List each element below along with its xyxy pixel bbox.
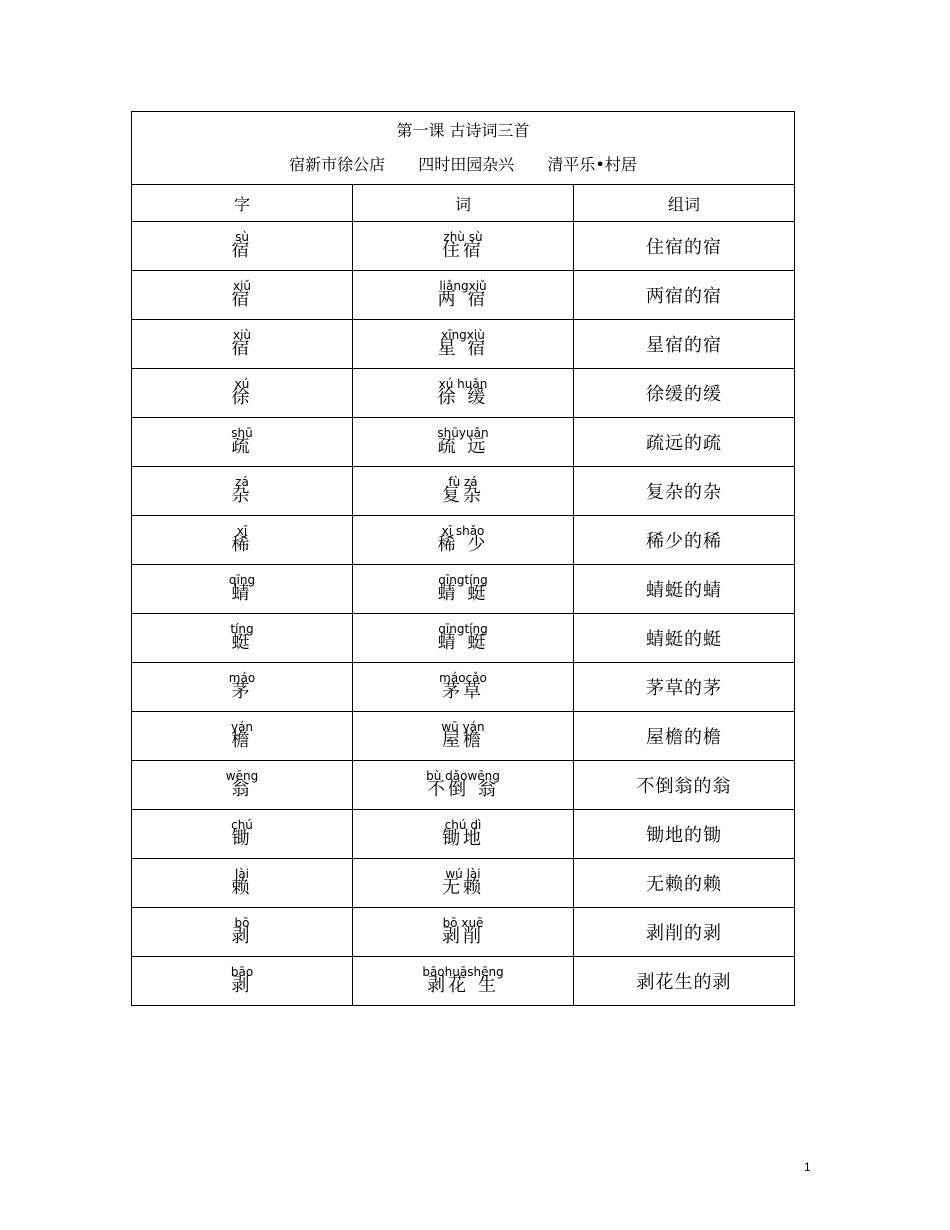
table-row bbox=[132, 908, 795, 957]
char-cell bbox=[132, 418, 353, 467]
vocab-table-body bbox=[132, 112, 795, 1006]
char-pinyin: xiù bbox=[232, 328, 252, 342]
word-pinyin: xú huǎn bbox=[438, 377, 488, 391]
header-zuci: 组词 bbox=[574, 185, 795, 222]
word-cell bbox=[353, 859, 574, 908]
char: 杂 bbox=[231, 485, 253, 506]
char-cell bbox=[132, 271, 353, 320]
char-pinyin: chú bbox=[231, 818, 253, 832]
char: 翁 bbox=[231, 779, 253, 800]
char-pinyin: tíng bbox=[230, 622, 254, 636]
char-pinyin: xú bbox=[234, 377, 250, 391]
word-pinyin: wū yán bbox=[441, 720, 485, 734]
table-row bbox=[132, 467, 795, 516]
compound-cell: 疏远的疏 bbox=[574, 418, 795, 467]
table-row bbox=[132, 712, 795, 761]
char: 赖 bbox=[231, 877, 253, 898]
char-pinyin: lài bbox=[234, 867, 250, 881]
table-row bbox=[132, 761, 795, 810]
word-pinyin: máocǎo bbox=[439, 671, 487, 685]
compound-cell: 茅草的茅 bbox=[574, 663, 795, 712]
char: 蜓 bbox=[231, 632, 253, 653]
char: 宿 bbox=[231, 289, 253, 310]
char: 茅 bbox=[231, 681, 253, 702]
char-pinyin: máo bbox=[228, 671, 256, 685]
page-number: 1 bbox=[804, 1160, 811, 1174]
word-pinyin: liǎngxiǔ bbox=[439, 279, 487, 293]
compound-cell: 复杂的杂 bbox=[574, 467, 795, 516]
word-cell bbox=[353, 320, 574, 369]
char-pinyin: yán bbox=[230, 720, 254, 734]
char: 疏 bbox=[231, 436, 253, 457]
char-cell bbox=[132, 467, 353, 516]
char-pinyin: bāo bbox=[230, 965, 254, 979]
word-pinyin: wú lài bbox=[445, 867, 481, 881]
word-cell bbox=[353, 712, 574, 761]
word-cell bbox=[353, 271, 574, 320]
word-cell bbox=[353, 614, 574, 663]
word: 蜻 蜓 bbox=[437, 632, 489, 653]
char-cell bbox=[132, 810, 353, 859]
char-pinyin: wēng bbox=[225, 769, 259, 783]
word-cell bbox=[353, 810, 574, 859]
word-cell bbox=[353, 516, 574, 565]
word-cell bbox=[353, 908, 574, 957]
compound-cell: 无赖的赖 bbox=[574, 859, 795, 908]
char-cell bbox=[132, 369, 353, 418]
compound-cell: 剥削的剥 bbox=[574, 908, 795, 957]
word-pinyin: bāohuāshēng bbox=[422, 965, 504, 979]
char-pinyin: sù bbox=[235, 230, 249, 244]
char: 稀 bbox=[231, 534, 253, 555]
char: 锄 bbox=[231, 828, 253, 849]
char: 宿 bbox=[231, 240, 253, 261]
word-cell bbox=[353, 957, 574, 1006]
table-row bbox=[132, 810, 795, 859]
compound-cell: 剥花生的剥 bbox=[574, 957, 795, 1006]
header-ci: 词 bbox=[353, 185, 574, 222]
lesson-title: 第一课 古诗词三首 bbox=[396, 121, 530, 140]
word-pinyin: bù dǎowēng bbox=[426, 769, 500, 783]
char-cell bbox=[132, 565, 353, 614]
word-cell bbox=[353, 418, 574, 467]
header-zi: 字 bbox=[132, 185, 353, 222]
table-row bbox=[132, 222, 795, 271]
word-cell bbox=[353, 761, 574, 810]
compound-cell: 稀少的稀 bbox=[574, 516, 795, 565]
word: 徐 缓 bbox=[437, 387, 489, 408]
table-row bbox=[132, 957, 795, 1006]
table-row bbox=[132, 663, 795, 712]
table-row bbox=[132, 369, 795, 418]
word-pinyin: qīngtíng bbox=[438, 573, 488, 587]
char-cell bbox=[132, 663, 353, 712]
char-pinyin: qīng bbox=[228, 573, 256, 587]
poem-title: 宿新市徐公店 bbox=[289, 155, 386, 174]
char-pinyin: bō bbox=[234, 916, 250, 930]
char-pinyin: shū bbox=[231, 426, 253, 440]
word: 屋檐 bbox=[442, 730, 484, 751]
char-cell bbox=[132, 859, 353, 908]
word: 剥花 生 bbox=[427, 975, 499, 996]
compound-cell: 两宿的宿 bbox=[574, 271, 795, 320]
poem-title: 四时田园杂兴 bbox=[418, 155, 515, 174]
char: 徐 bbox=[231, 387, 253, 408]
char-cell bbox=[132, 908, 353, 957]
word-cell bbox=[353, 369, 574, 418]
char: 剥 bbox=[231, 926, 253, 947]
poem-title: 清平乐•村居 bbox=[547, 155, 637, 174]
word: 蜻 蜓 bbox=[437, 583, 489, 604]
table-row bbox=[132, 320, 795, 369]
word-cell bbox=[353, 222, 574, 271]
word-pinyin: xī shǎo bbox=[441, 524, 485, 538]
word-pinyin: qīngtíng bbox=[438, 622, 488, 636]
char-cell bbox=[132, 222, 353, 271]
char-pinyin: xī bbox=[236, 524, 248, 538]
word: 锄地 bbox=[442, 828, 484, 849]
word: 星 宿 bbox=[437, 338, 489, 359]
word: 住宿 bbox=[442, 240, 484, 261]
char-cell bbox=[132, 712, 353, 761]
word-pinyin: chú dì bbox=[444, 818, 482, 832]
title-cell bbox=[132, 112, 795, 185]
word: 复杂 bbox=[442, 485, 484, 506]
word: 剥削 bbox=[442, 926, 484, 947]
word-pinyin: xīngxiù bbox=[441, 328, 485, 342]
compound-cell: 锄地的锄 bbox=[574, 810, 795, 859]
word: 不倒 翁 bbox=[427, 779, 499, 800]
char-cell bbox=[132, 614, 353, 663]
char: 宿 bbox=[231, 338, 253, 359]
table-row bbox=[132, 614, 795, 663]
word-pinyin: fù zá bbox=[448, 475, 478, 489]
poem-list bbox=[132, 155, 794, 175]
word: 无赖 bbox=[442, 877, 484, 898]
word-pinyin: zhù sù bbox=[443, 230, 483, 244]
word: 两 宿 bbox=[437, 289, 489, 310]
table-row bbox=[132, 565, 795, 614]
char-pinyin: xiǔ bbox=[232, 279, 252, 293]
char: 剥 bbox=[231, 975, 253, 996]
word: 稀 少 bbox=[437, 534, 489, 555]
char-cell bbox=[132, 516, 353, 565]
char-cell bbox=[132, 320, 353, 369]
char-cell bbox=[132, 761, 353, 810]
compound-cell: 屋檐的檐 bbox=[574, 712, 795, 761]
word-pinyin: shūyuǎn bbox=[437, 426, 489, 440]
char-cell bbox=[132, 957, 353, 1006]
compound-cell: 不倒翁的翁 bbox=[574, 761, 795, 810]
char: 檐 bbox=[231, 730, 253, 751]
table-row bbox=[132, 418, 795, 467]
table-row bbox=[132, 859, 795, 908]
compound-cell: 徐缓的缓 bbox=[574, 369, 795, 418]
word-cell bbox=[353, 467, 574, 516]
compound-cell: 蜻蜓的蜓 bbox=[574, 614, 795, 663]
word-cell bbox=[353, 565, 574, 614]
char: 蜻 bbox=[231, 583, 253, 604]
compound-cell: 星宿的宿 bbox=[574, 320, 795, 369]
word-cell bbox=[353, 663, 574, 712]
word: 疏 远 bbox=[437, 436, 489, 457]
word-pinyin: bō xuē bbox=[442, 916, 484, 930]
vocab-table bbox=[131, 111, 795, 1006]
header-row bbox=[132, 185, 795, 222]
compound-cell: 蜻蜓的蜻 bbox=[574, 565, 795, 614]
compound-cell: 住宿的宿 bbox=[574, 222, 795, 271]
table-row bbox=[132, 516, 795, 565]
table-row bbox=[132, 271, 795, 320]
word: 茅草 bbox=[442, 681, 484, 702]
char-pinyin: zá bbox=[235, 475, 249, 489]
